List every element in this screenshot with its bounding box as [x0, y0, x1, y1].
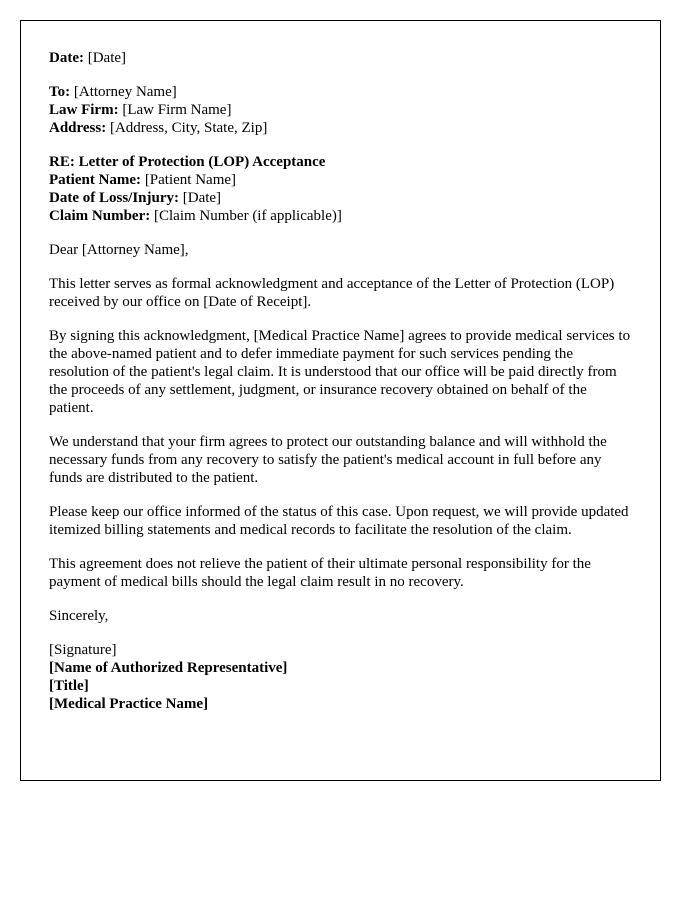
recipient-block: [49, 83, 632, 137]
to-value: [Attorney Name]: [73, 84, 177, 100]
date-of-loss-value: [Date]: [182, 190, 222, 206]
closing: Sincerely,: [49, 608, 109, 624]
re-subject-line: [49, 153, 632, 171]
body-paragraph-4: Please keep our office informed of the status of this case. Upon request, we will provide updated itemized billing statements and medical records to facilitate the resolution of the claim.: [49, 504, 629, 538]
to-line: [49, 83, 632, 101]
body-paragraph-3: We understand that your firm agrees to protect our outstanding balance and will withhold the necessary funds from any recovery to satisfy the patient's medical account in full before any funds are distributed to the patient.: [49, 434, 607, 486]
patient-name-label: Patient Name:: [49, 172, 142, 188]
to-label: To:: [49, 84, 71, 100]
law-firm-label: Law Firm:: [49, 102, 119, 118]
date-of-loss-label: Date of Loss/Injury:: [49, 190, 179, 206]
date-of-loss-line: [49, 189, 632, 207]
claim-number-label: Claim Number:: [49, 208, 151, 224]
representative-name: [Name of Authorized Representative]: [49, 660, 288, 676]
letter-document: [20, 20, 661, 781]
date-block: [49, 49, 632, 67]
body-paragraph-1: This letter serves as formal acknowledgment and acceptance of the Letter of Protection (LOP) received by our office on [Date of Receipt].: [49, 276, 615, 310]
patient-name-line: [49, 171, 632, 189]
salutation: Dear [Attorney Name],: [49, 242, 189, 258]
signature-block: [49, 641, 632, 713]
address-label: Address:: [49, 120, 107, 136]
address-line: [49, 119, 632, 137]
patient-name-value: [Patient Name]: [144, 172, 237, 188]
date-value: [Date]: [87, 50, 127, 66]
body-paragraph-5: This agreement does not relieve the patient of their ultimate personal responsibility for the payment of medical bills should the legal claim result in no recovery.: [49, 556, 591, 590]
re-subject: RE: Letter of Protection (LOP) Acceptance: [49, 154, 326, 170]
date-label: Date:: [49, 50, 84, 66]
re-block: [49, 153, 632, 225]
claim-number-value: [Claim Number (if applicable)]: [154, 208, 342, 224]
address-value: [Address, City, State, Zip]: [109, 120, 268, 136]
medical-practice-name: [Medical Practice Name]: [49, 696, 209, 712]
date-line: [49, 49, 632, 67]
representative-title: [Title]: [49, 678, 89, 694]
body-paragraph-2: By signing this acknowledgment, [Medical Practice Name] agrees to provide medical services to the above-named patient and to defer immediate payment for such services pending the resolution of the patient's legal claim. It is understood that our office will be paid directly from the proceeds of any settlement, judgment, or insurance recovery obtained on behalf of the patient.: [49, 328, 631, 416]
law-firm-line: [49, 101, 632, 119]
claim-number-line: [49, 207, 632, 225]
law-firm-value: [Law Firm Name]: [122, 102, 232, 118]
signature-placeholder: [Signature]: [49, 642, 117, 658]
